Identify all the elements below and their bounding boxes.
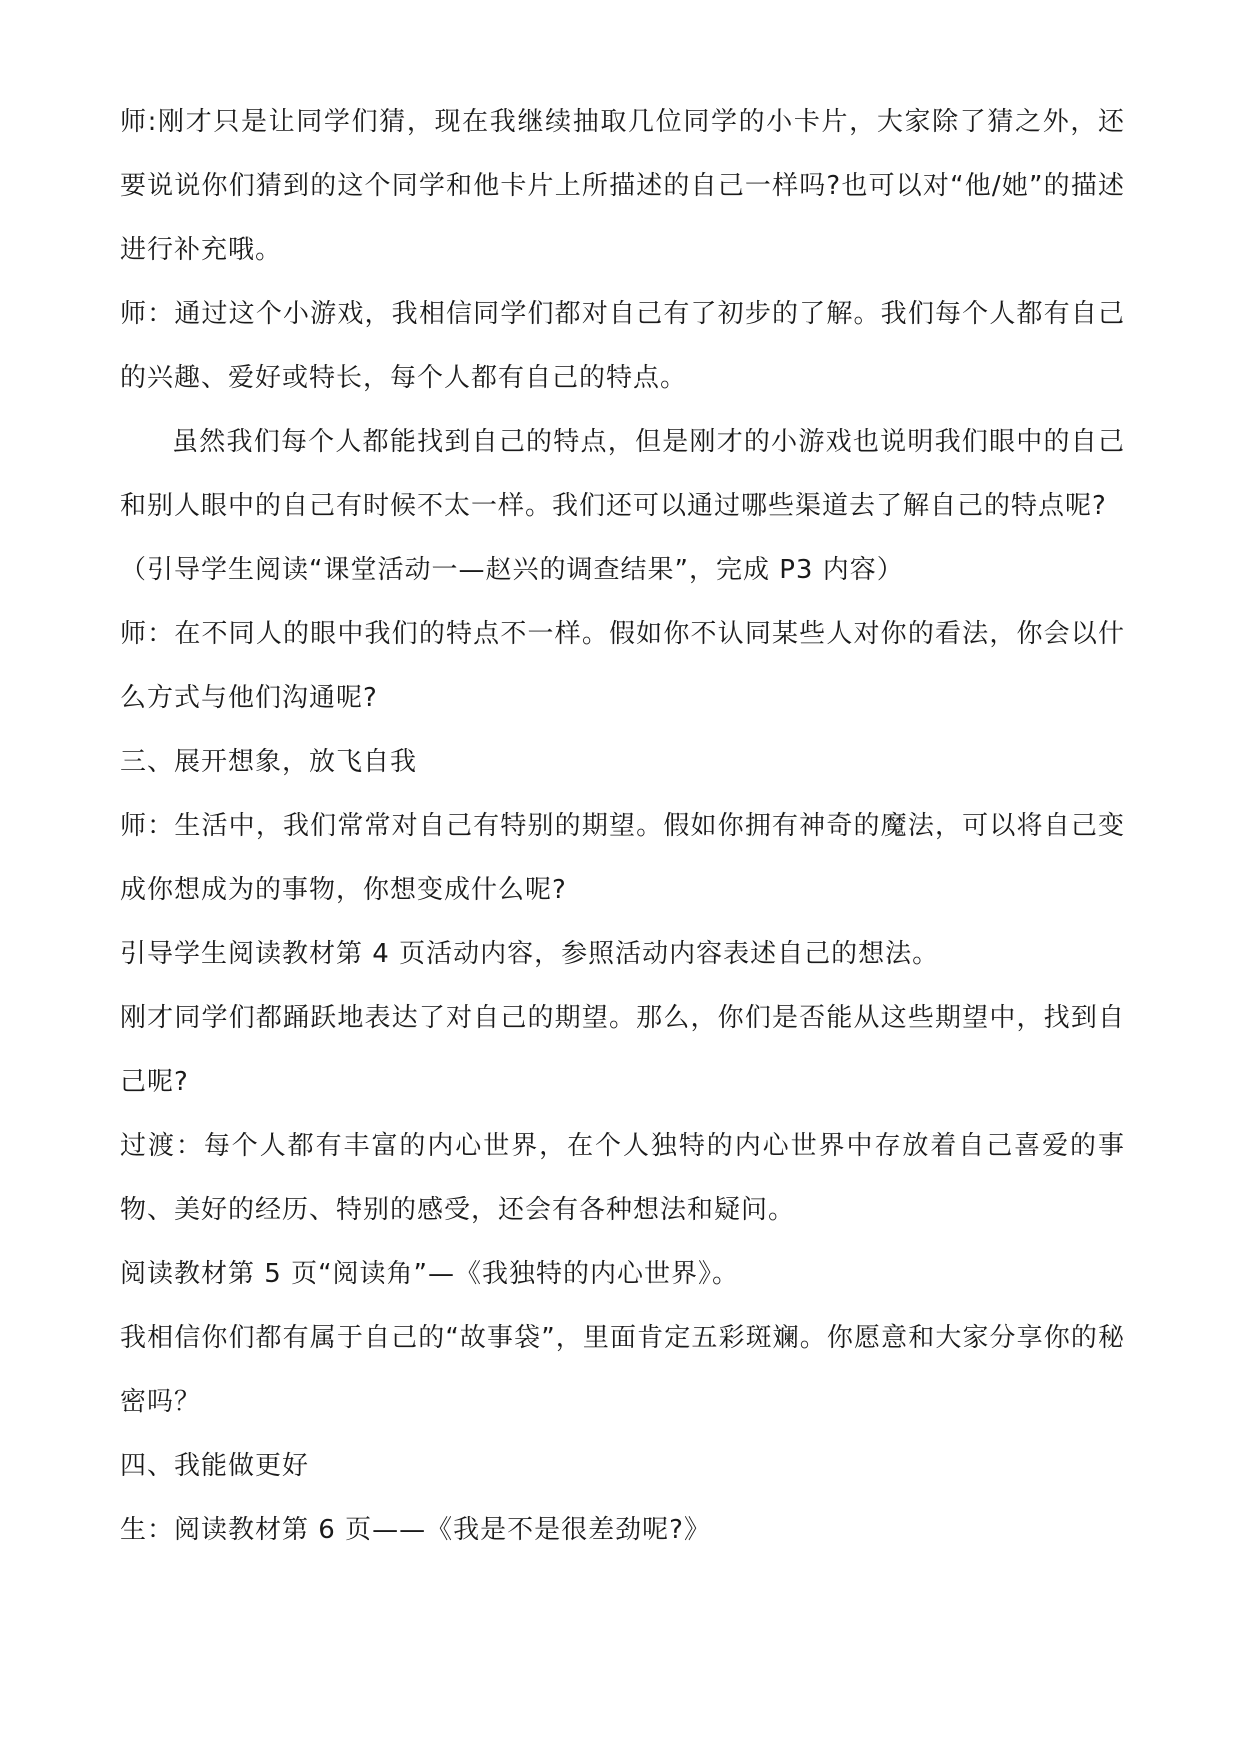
paragraph-transition: 过渡：每个人都有丰富的内心世界，在个人独特的内心世界中存放着自己喜爱的事物、美好的经历、特别的感受，还会有各种想法和疑问。 [120, 1131, 1125, 1225]
paragraph-story-bag: 我相信你们都有属于自己的“故事袋”，里面肯定五彩斑斓。你愿意和大家分享你的秘密吗？ [120, 1323, 1125, 1417]
paragraph-magic: 师：生活中，我们常常对自己有特别的期望。假如你拥有神奇的魔法，可以将自己变成你想成为的事物，你想变成什么呢? [120, 811, 1125, 905]
paragraph-find-features: 虽然我们每个人都能找到自己的特点，但是刚才的小游戏也说明我们眼中的自己和别人眼中的自己有时候不太一样。我们还可以通过哪些渠道去了解自己的特点呢? [120, 427, 1125, 521]
paragraph-communicate: 师：在不同人的眼中我们的特点不一样。假如你不认同某些人对你的看法，你会以什么方式与他们沟通呢? [120, 619, 1125, 713]
paragraph-page-4: 引导学生阅读教材第 4 页活动内容，参照活动内容表述自己的想法。 [120, 939, 940, 969]
paragraph-page-6: 生：阅读教材第 6 页——《我是不是很差劲呢?》 [120, 1515, 711, 1545]
paragraph-activity-one: （引导学生阅读“课堂活动一—赵兴的调查结果”，完成 P3 内容） [120, 555, 904, 585]
section-heading-3: 三、展开想象，放飞自我 [120, 747, 418, 777]
paragraph-small-game: 师：通过这个小游戏，我相信同学们都对自己有了初步的了解。我们每个人都有自己的兴趣、爱好或特长，每个人都有自己的特点。 [120, 299, 1125, 393]
paragraph-expectations: 刚才同学们都踊跃地表达了对自己的期望。那么，你们是否能从这些期望中，找到自己呢? [120, 1003, 1125, 1097]
paragraph-page-5: 阅读教材第 5 页“阅读角”—《我独特的内心世界》。 [120, 1259, 740, 1289]
paragraph-guess-cards: 师:刚才只是让同学们猜，现在我继续抽取几位同学的小卡片，大家除了猜之外，还要说说你们猜到的这个同学和他卡片上所描述的自己一样吗?也可以对“他/她”的描述进行补充哦。 [120, 107, 1125, 265]
section-heading-4: 四、我能做更好 [120, 1451, 310, 1481]
document-page [120, 90, 1125, 1562]
